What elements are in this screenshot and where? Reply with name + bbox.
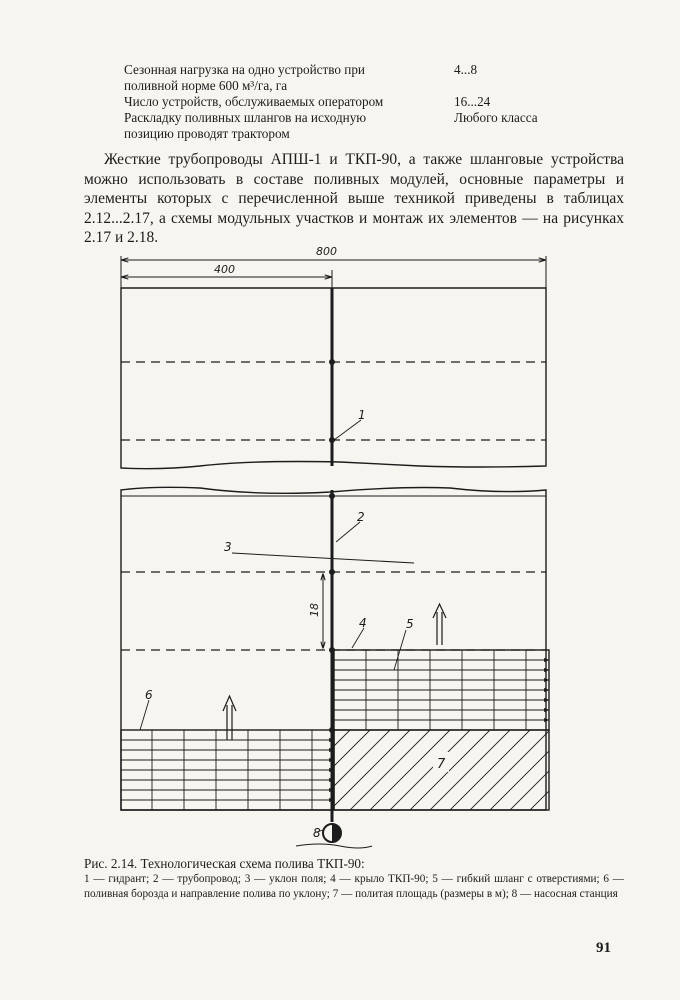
slope-arrow-right: [433, 604, 446, 645]
caption-title: Рис. 2.14. Технологическая схема полива ТКП-90:: [84, 856, 365, 871]
dim-label-half: 400: [214, 263, 235, 276]
spec-label: Число устройств, обслуживаемых оператором: [124, 94, 384, 109]
slope-line: [232, 553, 414, 563]
slope-arrow-left: [223, 696, 236, 740]
spec-label: Сезонная нагрузка на одно устройство при: [124, 62, 365, 77]
label-1: 1: [358, 408, 366, 422]
spec-label: поливной норме 600 м³/га, га: [124, 78, 288, 93]
spec-label: Раскладку поливных шлангов на исходную: [124, 110, 367, 125]
label-5: 5: [406, 617, 414, 631]
spec-label: позицию проводят трактором: [124, 126, 290, 141]
pump-station: [296, 824, 372, 848]
watered-area: [334, 730, 630, 814]
label-2: 2: [357, 510, 365, 524]
spec-value: 16...24: [454, 94, 491, 109]
dim-label-total: 800: [316, 245, 337, 258]
figure-caption: [84, 856, 624, 902]
label-4: 4: [359, 616, 367, 630]
spec-value: Любого класса: [454, 110, 538, 125]
caption-legend: 1 — гидрант; 2 — трубопровод; 3 — уклон поля; 4 — крыло ТКП-90; 5 — гибкий шланг с отверстиями; 6 — поливная борозда и направление полива по уклону; 7 — политая площадь (размеры в м); 8 — насосная станция: [84, 873, 624, 900]
page-number: 91: [596, 940, 611, 956]
label-6: 6: [145, 688, 153, 702]
furrow-area-right: [334, 650, 549, 730]
dim-label-spacing: 18: [308, 603, 321, 617]
furrow-area-left: [121, 730, 334, 810]
label-3: 3: [224, 540, 232, 554]
spec-value: 4...8: [454, 62, 478, 77]
label-7: 7: [437, 757, 446, 772]
dimension-lines: [121, 256, 546, 288]
label-8: 8: [313, 826, 321, 840]
body-paragraph: Жесткие трубопроводы АПШ-1 и ТКП-90, а также шланговые устройства можно использовать в составе поливных модулей, основные параметры и элементы которых с перечисленной выше техникой приведены в таблицах 2.12...2.17, а схемы модульных участков и монтаж их элементов — на рисунках 2.17 и 2.18.: [84, 151, 624, 246]
